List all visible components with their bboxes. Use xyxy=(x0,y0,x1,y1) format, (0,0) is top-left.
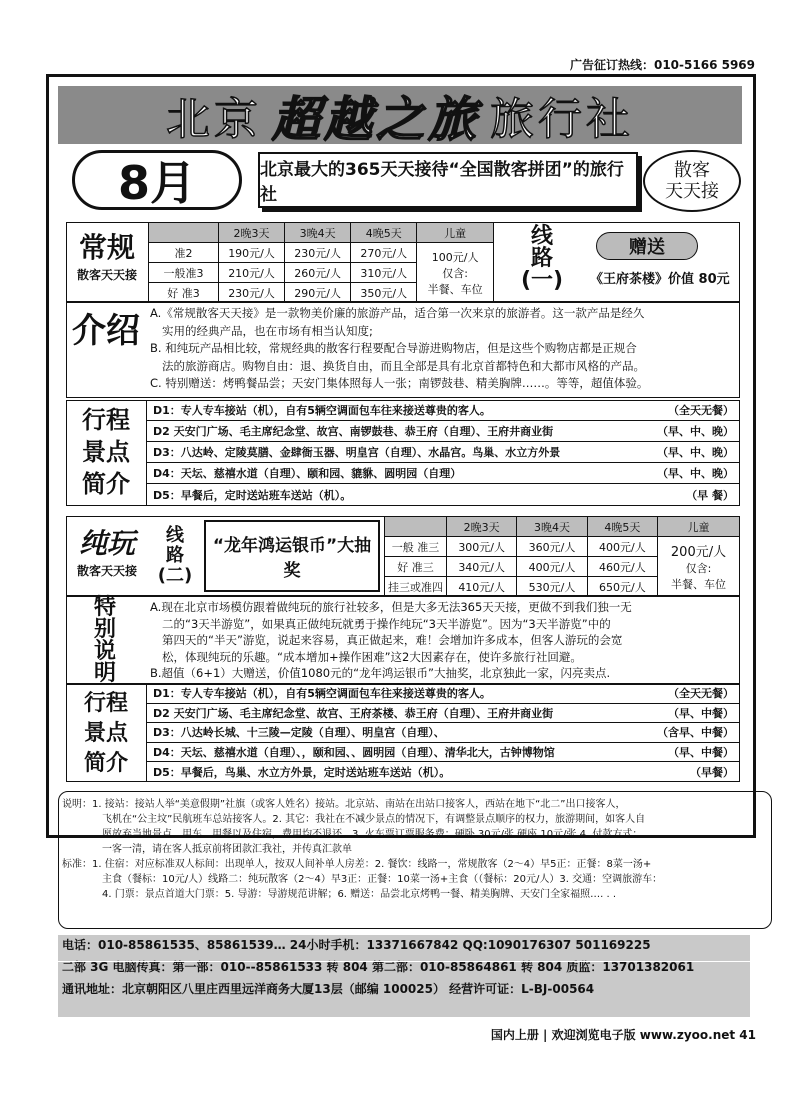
day-meal: （早、中、晚） xyxy=(657,446,734,459)
itin1-title-0: 行程 xyxy=(82,405,130,434)
p1-r2-label: 好 准3 xyxy=(149,283,219,303)
note-line: 4. 门票：景点首道大门票：5. 导游：导游规范讲解；6. 赠送：品尝北京烤鸭一餐、精美胸牌、天安门全家福照…. . . xyxy=(102,889,617,900)
price-table-2 xyxy=(384,516,740,597)
page-footer: 国内上册 | 欢迎浏览电子版 www.zyoo.net 41 xyxy=(490,1028,756,1042)
p2-r2-label: 挂三或准四 xyxy=(385,577,447,597)
route-1-b: 路 xyxy=(530,246,553,271)
day-meal: （早、中、晚） xyxy=(657,467,734,480)
note-line: 说明：1. 接站：接站人举“美意假期”社旗（或客人姓名）接站。北京站、南站在出站口接客人，西站在地下“北二”出口接客人， xyxy=(62,799,626,810)
day-text: D2 天安门广场、毛主席纪念堂、故宫、王府茶楼、恭王府（自理）、王府井商业街 xyxy=(153,706,554,720)
day-text: D4：天坛、慈禧水道（自理）、颐和园、貔貅、圆明园（自理） xyxy=(153,467,462,480)
lottery-box: “龙年鸿运银币”大抽奖 xyxy=(204,520,380,592)
day-row xyxy=(147,723,740,743)
special-line: 松，体现纯玩的乐趣。“成本增加+操作困难”这2大因素存在，使许多旅行社回避。 xyxy=(162,649,582,664)
p2-h0: 2晚3天 xyxy=(447,517,517,537)
day-row xyxy=(147,442,740,463)
note-line: 主食（餐标：10元/人）线路二：纯玩散客（2～4）早3正：正餐：10菜一汤+主食（（餐标：20元/人）3. 交通：空调旅游车： xyxy=(102,874,663,885)
p1-h0: 2晚3天 xyxy=(219,223,285,243)
special-title-3: 明 xyxy=(93,660,116,686)
ad-hotline: 广告征订热线：010-5166 5969 xyxy=(569,58,755,72)
day-row xyxy=(147,421,740,442)
p2-r1-c0: 340元/人 xyxy=(447,557,517,577)
note-line: 标准：1. 住宿：对应标准双人标间：出现单人，按双人间补单人房差：2. 餐饮：线路一，常规散客（2～4）早5正：正餐：8菜一汤+ xyxy=(62,859,652,870)
regular-sub: 散客天天接 xyxy=(76,268,137,282)
price-table-1 xyxy=(148,222,494,303)
special-line: 二的“3天半游览”，如果真正做纯玩就勇于操作纯玩“3天半游览”。因为“3天半游览”中的 xyxy=(162,616,611,631)
day-row xyxy=(147,484,740,505)
itin2-days xyxy=(146,684,740,782)
day-meal: （含早、中餐） xyxy=(657,726,734,740)
p1-r0-c2: 270元/人 xyxy=(351,243,417,263)
intro-line: B. 和纯玩产品相比较，常规经典的散客行程要配合导游进购物店，但是这些个购物店都是正规合 xyxy=(150,341,637,355)
route-2-a: 线 xyxy=(166,525,184,546)
day-meal: （早、中餐） xyxy=(668,706,734,720)
day-text: D3：八达岭长城、十三陵—定陵（自理）、明皇宫（自理）、 xyxy=(153,726,445,740)
day-row xyxy=(147,400,740,421)
p1-r2-c0: 230元/人 xyxy=(219,283,285,303)
day-text: D1：专人专车接站（机），自有5辆空调面包车往来接送尊贵的客人。 xyxy=(153,687,491,701)
p1-h1: 3晚4天 xyxy=(285,223,351,243)
gift-badge: 赠送 xyxy=(596,232,698,260)
day-text: D4：天坛、慈禧水道（自理）、，颐和园、、圆明园（自理）、清华北大，古钟博物馆 xyxy=(153,745,555,759)
intro-line: C. 特别赠送：烤鸭餐品尝；天安门集体照每人一张；南锣鼓巷、精美胸牌……。等等，超值体验。 xyxy=(150,376,649,390)
day-row xyxy=(147,743,740,763)
special-title-2: 说 xyxy=(93,638,116,664)
note-line: 一客一清，请在客人抵京前将团款汇我社，并传真汇款单 xyxy=(102,844,352,855)
note-line: 愿放弃当地景点、用车、用餐以及住宿，费用均不退还。3. 火车票订票服务费：硬卧 30元/张 硬座 10元/张 4. 付款方式： xyxy=(102,829,643,840)
special-title-0: 特 xyxy=(93,594,116,620)
p2-r0-label: 一般 准三 xyxy=(385,537,447,557)
itin2-title-0: 行程 xyxy=(83,690,128,716)
notes-text xyxy=(62,797,768,902)
p2-h2: 4晚5天 xyxy=(587,517,657,537)
p1-r0-label: 准2 xyxy=(149,243,219,263)
route-1-c: (一) xyxy=(520,268,564,293)
intro-line: A.《常规散客天天接》是一款物美价廉的旅游产品，适合第一次来京的旅游者。这一款产品是经久 xyxy=(150,306,645,320)
p1-child xyxy=(417,243,494,303)
day-meal: （早 餐） xyxy=(686,488,734,502)
special-line: A.现在北京市场模仿跟着做纯玩的旅行社较多，但是大多无法365天天接，更做不到我们独一无 xyxy=(150,600,632,614)
day-text: D5：早餐后，鸟巢、水立方外景，定时送站班车送站（机）。 xyxy=(153,765,451,779)
slogan: 北京最大的365天天接待“全国散客拼团”的旅行社 xyxy=(258,152,638,208)
route-2 xyxy=(150,526,200,586)
p1-child-0: 100元/人 xyxy=(431,250,479,264)
itin1-title xyxy=(68,404,144,500)
p2-r1-c1: 400元/人 xyxy=(517,557,587,577)
day-text: D3：八达岭、定陵莫膳、金肆衙玉器、明皇宫（自理）、水晶宫。鸟巢、水立方外景 xyxy=(153,446,561,459)
p2-r1-label: 好 准三 xyxy=(385,557,447,577)
day-row xyxy=(147,684,740,704)
daily-line1: 散客 xyxy=(674,160,710,181)
itin2-title-2: 简介 xyxy=(83,750,128,776)
pure-sub: 散客天天接 xyxy=(76,564,137,578)
itin1-days xyxy=(146,400,740,505)
p1-child-2: 半餐、车位 xyxy=(427,282,483,296)
day-text: D1：专人专车接站（机），自有5辆空调面包车往来接送尊贵的客人。 xyxy=(153,404,491,417)
regular-title: 常规 xyxy=(78,231,135,264)
p1-child-1: 仅含: xyxy=(442,266,468,280)
p2-r2-c1: 530元/人 xyxy=(517,577,587,597)
day-meal: （早餐） xyxy=(690,765,734,779)
p2-r0-c1: 360元/人 xyxy=(517,537,587,557)
route-1-a: 线 xyxy=(530,224,553,249)
pure-label xyxy=(68,522,146,579)
p2-h3: 儿童 xyxy=(658,517,740,537)
p1-r1-label: 一般准3 xyxy=(149,263,219,283)
banner-right: 旅行社 xyxy=(490,94,634,145)
itin1-title-2: 简介 xyxy=(82,469,130,498)
p2-r0-c0: 300元/人 xyxy=(447,537,517,557)
p1-r2-c2: 350元/人 xyxy=(351,283,417,303)
contact-phones: 电话：010-85861535、85861539… 24小时手机：13371667842 QQ:1090176307 501169225 xyxy=(62,938,651,952)
contact-fax: 二部 3G 电脑传真：第一部：010--85861533 转 804 第二部：010-85864861 转 804 质监：13701382061 xyxy=(62,960,695,974)
special-title-1: 别 xyxy=(93,616,116,642)
p1-r0-c0: 190元/人 xyxy=(219,243,285,263)
contact-address: 通讯地址：北京朝阳区八里庄西里远洋商务大厦13层（邮编 100025） 经营许可证：L-BJ-00564 xyxy=(62,982,595,996)
p2-r2-c0: 410元/人 xyxy=(447,577,517,597)
gift-note: 《王府茶楼》价值 80元 xyxy=(590,272,730,287)
intro-line: 实用的经典产品，也在市场有相当认知度; xyxy=(162,323,373,338)
special-line: B.超值（6+1）大赠送，价值1080元的“龙年鸿运银币”大抽奖，北京独此一家，闪亮卖点. xyxy=(150,666,611,680)
day-row xyxy=(147,704,740,724)
p1-r1-c1: 260元/人 xyxy=(285,263,351,283)
agency-banner xyxy=(58,86,742,148)
route-1 xyxy=(506,226,578,292)
divider xyxy=(58,961,750,962)
banner-mid: 超越之旅 xyxy=(271,91,480,148)
special-title xyxy=(70,596,140,684)
day-meal: （早、中餐） xyxy=(668,745,734,759)
day-meal: （早、中、晚） xyxy=(657,425,734,438)
p1-h2: 4晚5天 xyxy=(351,223,417,243)
pure-title: 纯玩 xyxy=(78,527,135,560)
p2-child-2: 半餐、车位 xyxy=(671,578,727,591)
day-meal: （全天无餐） xyxy=(668,404,734,417)
month-label: 8月 xyxy=(72,150,242,210)
route-2-c: (二) xyxy=(157,565,193,586)
banner-left: 北京 xyxy=(165,94,262,145)
p1-h3: 儿童 xyxy=(417,223,494,243)
p2-child xyxy=(658,537,740,597)
itin2-title-1: 景点 xyxy=(83,720,128,746)
day-text: D2 天安门广场、毛主席纪念堂、故宫、南锣鼓巷、恭王府（自理）、王府井商业街 xyxy=(153,425,554,438)
p2-r2-c2: 650元/人 xyxy=(587,577,657,597)
day-row xyxy=(147,762,740,782)
p2-child-1: 仅含: xyxy=(685,562,712,575)
intro-text xyxy=(150,305,738,393)
intro-line: 法的旅游商店。购物自由：退、换货自由，而且全部是具有北京首都特色和大都市风格的产品。 xyxy=(162,358,645,373)
day-text: D5：早餐后，定时送站班车送站（机）。 xyxy=(153,488,352,502)
p2-r1-c2: 460元/人 xyxy=(587,557,657,577)
special-line: 第四天的“半天”游览，说起来容易，真正做起来，难！会增加许多成本，但客人游玩的会宽 xyxy=(162,633,623,647)
p1-r1-c2: 310元/人 xyxy=(351,263,417,283)
intro-title: 介绍 xyxy=(72,311,140,351)
p2-h1: 3晚4天 xyxy=(517,517,587,537)
day-row xyxy=(147,463,740,484)
route-2-b: 路 xyxy=(166,545,184,566)
itin1-title-1: 景点 xyxy=(82,437,130,466)
day-meal: （全天无餐） xyxy=(668,687,734,701)
regular-label xyxy=(68,226,146,283)
itin2-title xyxy=(68,688,144,778)
p1-r2-c1: 290元/人 xyxy=(285,283,351,303)
contact-panel xyxy=(58,935,750,1017)
p2-child-0: 200元/人 xyxy=(670,545,727,560)
p2-r0-c2: 400元/人 xyxy=(587,537,657,557)
p1-r1-c0: 210元/人 xyxy=(219,263,285,283)
daily-badge xyxy=(643,150,741,212)
note-line: 飞机在“公主坟”民航班车总站接客人。2. 其它：我社在不减少景点的情况下，有调整景点顺序的权力，旅游期间，如客人自 xyxy=(102,814,646,825)
special-text xyxy=(150,599,738,682)
p1-r0-c1: 230元/人 xyxy=(285,243,351,263)
daily-line2: 天天接 xyxy=(665,181,719,202)
